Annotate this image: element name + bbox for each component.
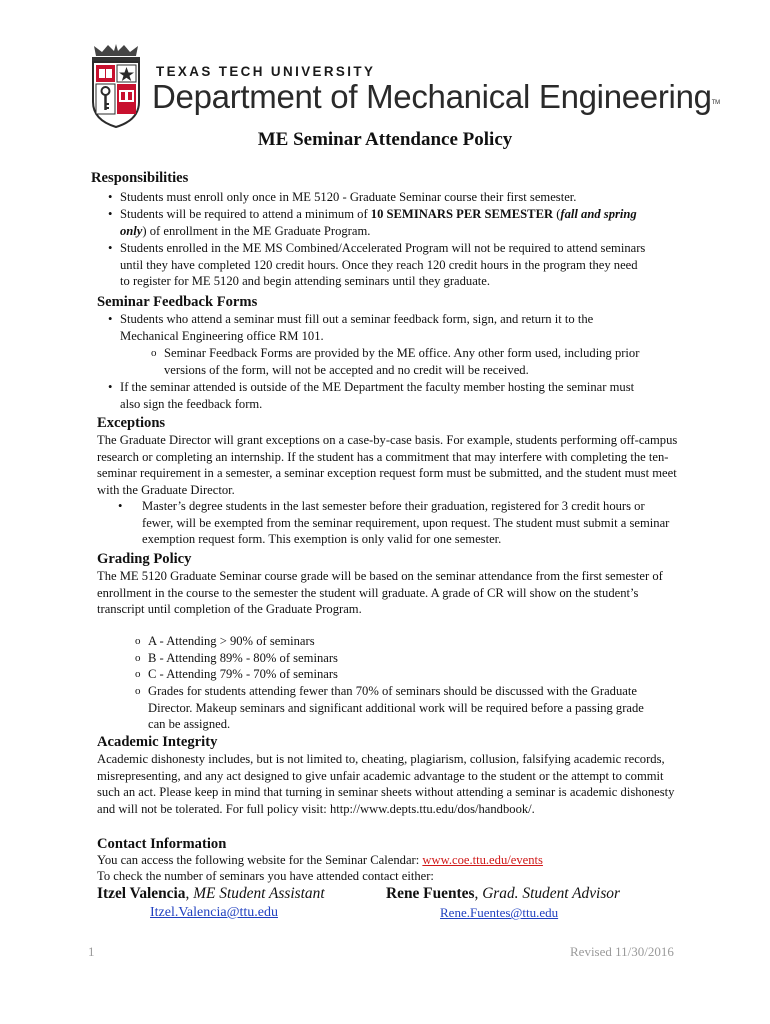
revised-date: Revised 11/30/2016 (570, 944, 674, 959)
calendar-link[interactable]: www.coe.ttu.edu/events (422, 853, 543, 867)
email-link-rene[interactable]: Rene.Fuentes@ttu.edu (440, 905, 559, 920)
integrity-heading: Academic Integrity (97, 734, 218, 750)
responsibility-item: • Students enrolled in the ME MS Combined/Accelerated Program will not be required to attend seminars until they have completed 120 credit hours. Once they reach 120 credit hours in the program they need to register for ME 5120 and begin attending seminars until they graduate. (120, 240, 650, 290)
trademark: TM (711, 100, 720, 106)
contact-heading: Contact Information (97, 836, 227, 852)
responsibilities-heading: Responsibilities (91, 170, 189, 186)
page-title: ME Seminar Attendance Policy (257, 129, 513, 150)
grade-item: o B - Attending 89% - 80% of seminars (148, 650, 648, 667)
contact-instructions: To check the number of seminars you have attended contact either: (97, 869, 434, 883)
integrity-paragraph: Academic dishonesty includes, but is not limited to, cheating, plagiarism, collusion, falsifying academic records, misrepresenting, and any act designed to give unfair academic advantage to the student or the attempt to commit such an act. Please keep in mind that turning in seminar sheets without attending a seminar is academic dishonesty and will not be tolerated. For full policy visit: http://www.depts.ttu.edu/dos/handbook/. (97, 752, 675, 816)
contact-person-2: Rene Fuentes, Grad. Student Advisor (386, 885, 620, 902)
grade-item: o Grades for students attending fewer than 70% of seminars should be discussed with the Graduate Director. Makeup seminars and significant additional work will be required before a passing grade can be assigned. (148, 683, 648, 733)
university-name: TEXAS TECH UNIVERSITY (156, 64, 376, 79)
feedback-item: • If the seminar attended is outside of the ME Department the faculty member hosting the seminar must also sign the feedback form. (120, 379, 650, 412)
feedback-subitem: o Seminar Feedback Forms are provided by the ME office. Any other form used, including prior versions of the form, will not be accepted and no credit will be received. (164, 345, 660, 378)
grade-item: o C - Attending 79% - 70% of seminars (148, 666, 648, 683)
exceptions-item: • Master’s degree students in the last semester before their graduation, registered for 3 credit hours or fewer, will be exempted from the seminar requirement, upon request. The student must submit a seminar exemption request form. This exemption is only valid for one semester. (142, 498, 678, 548)
feedback-heading: Seminar Feedback Forms (97, 294, 258, 310)
grade-item: o A - Attending > 90% of seminars (148, 633, 648, 650)
email-link-itzel[interactable]: Itzel.Valencia@ttu.edu (150, 905, 278, 920)
responsibility-item: • Students will be required to attend a minimum of 10 SEMINARS PER SEMESTER (fall and spring only) of enrollment in the ME Graduate Program. (120, 206, 650, 239)
responsibility-item: • Students must enroll only once in ME 5120 - Graduate Seminar course their first semester. (120, 189, 650, 206)
grading-paragraph: The ME 5120 Graduate Seminar course grade will be based on the seminar attendance from the first semester of enrollment in the course to the semester the student will graduate. A grade of CR will show on the student’s transcript until completion of the Graduate Program. (97, 569, 663, 617)
department-name: Department of Mechanical Engineering™ (152, 78, 720, 115)
exceptions-paragraph: The Graduate Director will grant exceptions on a case-by-case basis. For example, students performing off-campus research or completing an internship. If the student has a commitment that may interfere with completing the ten-seminar requirement in a semester, a seminar exception request form must be submitted, and the student must meet with the Graduate Director. (97, 433, 678, 497)
exceptions-heading: Exceptions (97, 415, 166, 431)
feedback-item: • Students who attend a seminar must fill out a seminar feedback form, sign, and return it to the Mechanical Engineering office RM 101. (120, 311, 650, 344)
texas-tech-shield-icon (90, 44, 142, 128)
contact-person-1: Itzel Valencia, ME Student Assistant (97, 885, 325, 902)
calendar-line: You can access the following website for the Seminar Calendar: www.coe.ttu.edu/events (97, 853, 543, 867)
grading-heading: Grading Policy (97, 551, 192, 567)
page-number: 1 (88, 944, 95, 959)
